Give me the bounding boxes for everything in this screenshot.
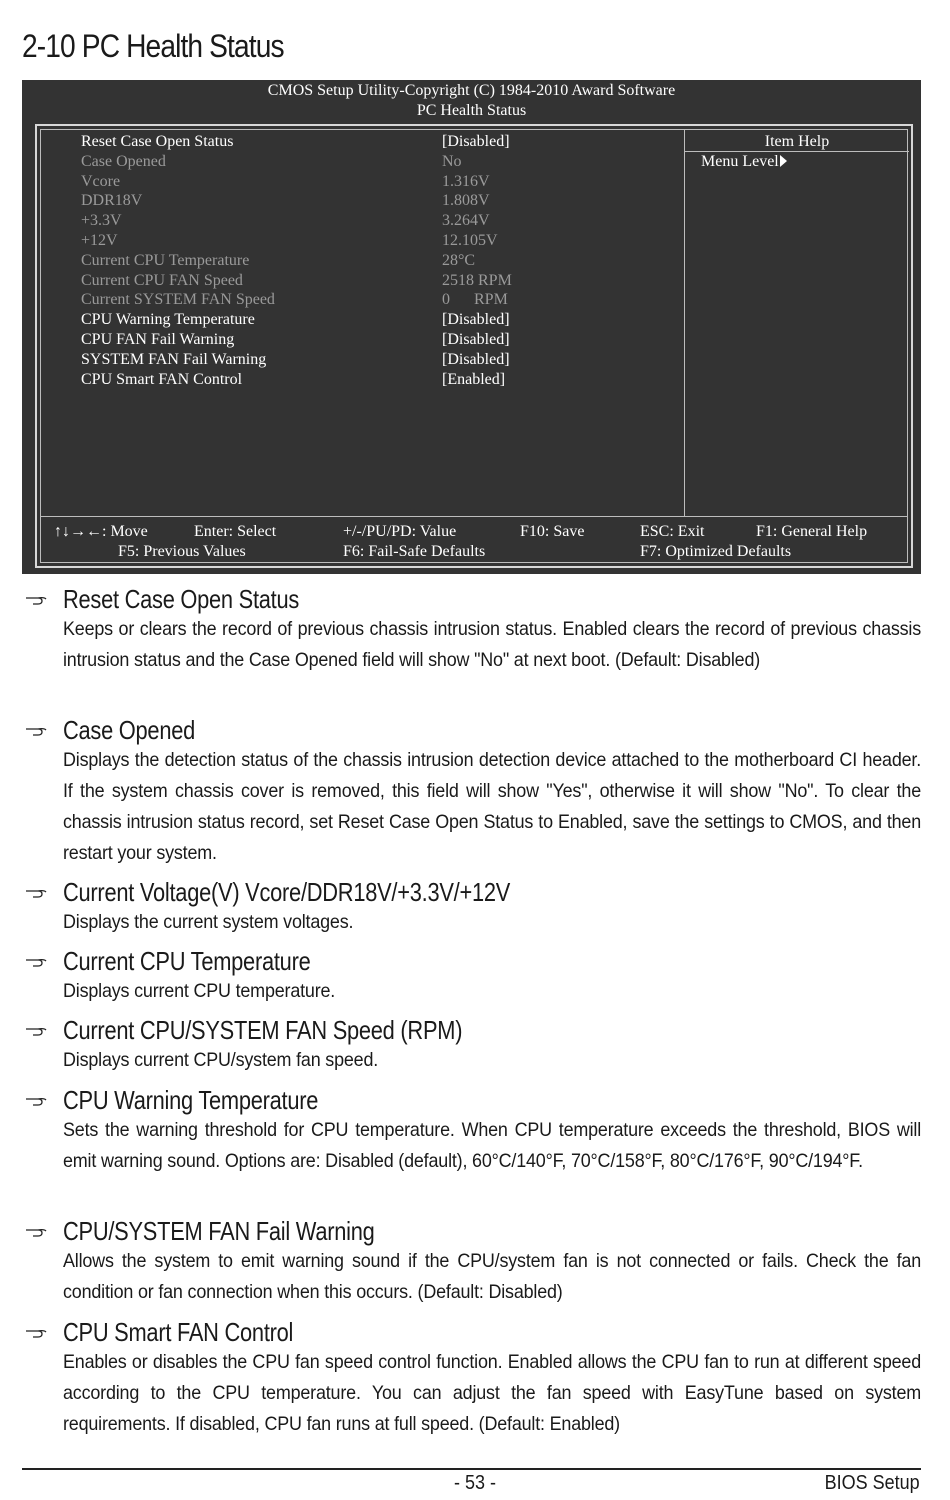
key-optimized-defaults: F7: Optimized Defaults <box>640 543 792 560</box>
setting-cpu-temperature <box>81 251 681 271</box>
footer-section-name: BIOS Setup <box>824 1472 920 1494</box>
item-case-opened <box>25 715 921 869</box>
setting-value: 28°C <box>442 251 476 269</box>
setting-cpu-warning-temperature[interactable] <box>81 310 681 330</box>
item-description: Keeps or clears the record of previous chassis intrusion status. Enabled clears the record of previous chassis intrusion status and the Case Opened field will show "No" at next boot. (Default: Disabled) <box>63 618 922 671</box>
setting-value: 0 RPM <box>442 291 508 309</box>
bios-header-page-title: PC Health Status <box>416 102 527 119</box>
setting-label: Vcore <box>81 172 121 190</box>
bios-screen <box>22 80 921 574</box>
setting-label: +12V <box>81 231 118 249</box>
pointing-hand-icon <box>25 1225 47 1239</box>
item-description: Displays the current system voltages. <box>63 911 354 933</box>
item-description: Allows the system to emit warning sound if the CPU/system fan is not connected or fails. Check the fan condition or fan connection when this occurs. (Default: Disabled) <box>63 1250 922 1303</box>
key-select: Enter: Select <box>194 523 277 540</box>
setting-reset-case-open-status[interactable] <box>81 132 681 152</box>
item-fan-fail-warning <box>25 1216 921 1308</box>
settings-list <box>81 132 681 389</box>
setting-label: CPU Smart FAN Control <box>81 370 243 388</box>
keys-divider <box>41 516 907 517</box>
item-title: Current CPU/SYSTEM FAN Speed (RPM) <box>63 1015 463 1045</box>
key-value: +/-/PU/PD: Value <box>343 523 457 540</box>
setting-label: CPU FAN Fail Warning <box>81 330 235 348</box>
pointing-hand-icon <box>25 1094 47 1108</box>
setting-cpu-fan-fail-warning[interactable] <box>81 330 681 350</box>
pointing-hand-icon <box>25 1326 47 1340</box>
item-title: CPU Smart FAN Control <box>63 1317 294 1347</box>
item-title: Case Opened <box>63 715 196 745</box>
setting-system-fan-fail-warning[interactable] <box>81 350 681 370</box>
setting-value: 2518 RPM <box>442 271 512 289</box>
setting-value: [Disabled] <box>442 133 510 150</box>
setting-label: Current CPU Temperature <box>81 251 250 269</box>
pointing-hand-icon <box>25 886 47 900</box>
setting-ddr18v <box>81 191 681 211</box>
help-divider <box>684 130 685 516</box>
page-number: - 53 - <box>453 1472 497 1494</box>
key-move: ↑↓→←: Move <box>54 523 148 540</box>
item-title: CPU Warning Temperature <box>63 1085 319 1115</box>
item-description: Displays current CPU temperature. <box>63 980 336 1002</box>
setting-3v3 <box>81 211 681 231</box>
pointing-hand-icon <box>25 955 47 969</box>
item-title: Reset Case Open Status <box>63 584 300 614</box>
item-current-fan-speed <box>25 1015 921 1076</box>
section-title: 2-10 PC Health Status <box>22 28 284 64</box>
setting-12v <box>81 231 681 251</box>
setting-label: Case Opened <box>81 152 166 170</box>
item-current-voltage <box>25 877 921 938</box>
setting-value: 3.264V <box>442 212 490 230</box>
setting-cpu-fan-speed <box>81 271 681 291</box>
item-description: Displays current CPU/system fan speed. <box>63 1049 379 1071</box>
item-description: Displays the detection status of the chassis intrusion detection device attached to the motherboard CI header. If the system chassis cover is removed, this field will show "Yes", otherwise it will show "No". To clear the chassis intrusion status record, set Reset Case Open Status to Enabled, save the settings to CMOS, and then restart your system. <box>63 749 922 864</box>
item-description: Enables or disables the CPU fan speed control function. Enabled allows the CPU fan to run at different speed according to the CPU temperature. You can adjust the fan speed with EasyTune based on system requirements. If disabled, CPU fan runs at full speed. (Default: Enabled) <box>63 1351 922 1435</box>
setting-label: SYSTEM FAN Fail Warning <box>81 350 267 368</box>
setting-label: DDR18V <box>81 192 143 210</box>
item-title: CPU/SYSTEM FAN Fail Warning <box>63 1216 375 1246</box>
item-help-header: Item Help <box>764 133 830 150</box>
menu-level-label: Menu Level <box>701 153 779 170</box>
footer-rule <box>22 1468 921 1470</box>
setting-value: [Disabled] <box>442 311 510 329</box>
setting-cpu-smart-fan-control[interactable] <box>81 370 681 390</box>
key-general-help: F1: General Help <box>756 523 868 540</box>
setting-label: Reset Case Open Status <box>81 133 234 150</box>
key-save: F10: Save <box>520 523 585 540</box>
setting-value: [Disabled] <box>442 330 510 348</box>
triangle-right-icon <box>780 155 787 167</box>
item-title: Current CPU Temperature <box>63 946 311 976</box>
key-exit: ESC: Exit <box>640 523 705 540</box>
pointing-hand-icon <box>25 724 47 738</box>
menu-level <box>701 152 787 172</box>
setting-label: CPU Warning Temperature <box>81 311 255 329</box>
item-reset-case-open-status <box>25 584 921 676</box>
bios-inner-frame <box>40 129 908 563</box>
setting-value: 12.105V <box>442 231 498 249</box>
item-current-cpu-temperature <box>25 946 921 1007</box>
item-cpu-warning-temperature <box>25 1085 921 1177</box>
setting-value: [Enabled] <box>442 370 506 388</box>
setting-vcore <box>81 172 681 192</box>
bios-header-copyright: CMOS Setup Utility-Copyright (C) 1984-2010 Award Software <box>267 82 676 99</box>
setting-value: [Disabled] <box>442 350 510 368</box>
pointing-hand-icon <box>25 593 47 607</box>
setting-system-fan-speed <box>81 290 681 310</box>
setting-case-opened <box>81 152 681 172</box>
pointing-hand-icon <box>25 1024 47 1038</box>
setting-value: No <box>442 152 462 170</box>
setting-label: +3.3V <box>81 212 122 230</box>
key-previous-values: F5: Previous Values <box>118 543 246 560</box>
item-description: Sets the warning threshold for CPU temperature. When CPU temperature exceeds the threshold, BIOS will emit warning sound. Options are: Disabled (default), 60°C/140°F, 70°C/158°F, 80°C/176°F, 90°C/194°F. <box>63 1119 922 1172</box>
item-cpu-smart-fan-control <box>25 1317 921 1440</box>
setting-value: 1.808V <box>442 192 490 210</box>
item-title: Current Voltage(V) Vcore/DDR18V/+3.3V/+12V <box>63 877 511 907</box>
key-fail-safe-defaults: F6: Fail-Safe Defaults <box>343 543 486 560</box>
setting-value: 1.316V <box>442 172 490 190</box>
setting-label: Current CPU FAN Speed <box>81 271 243 289</box>
bios-frame <box>35 124 913 568</box>
setting-label: Current SYSTEM FAN Speed <box>81 291 275 309</box>
